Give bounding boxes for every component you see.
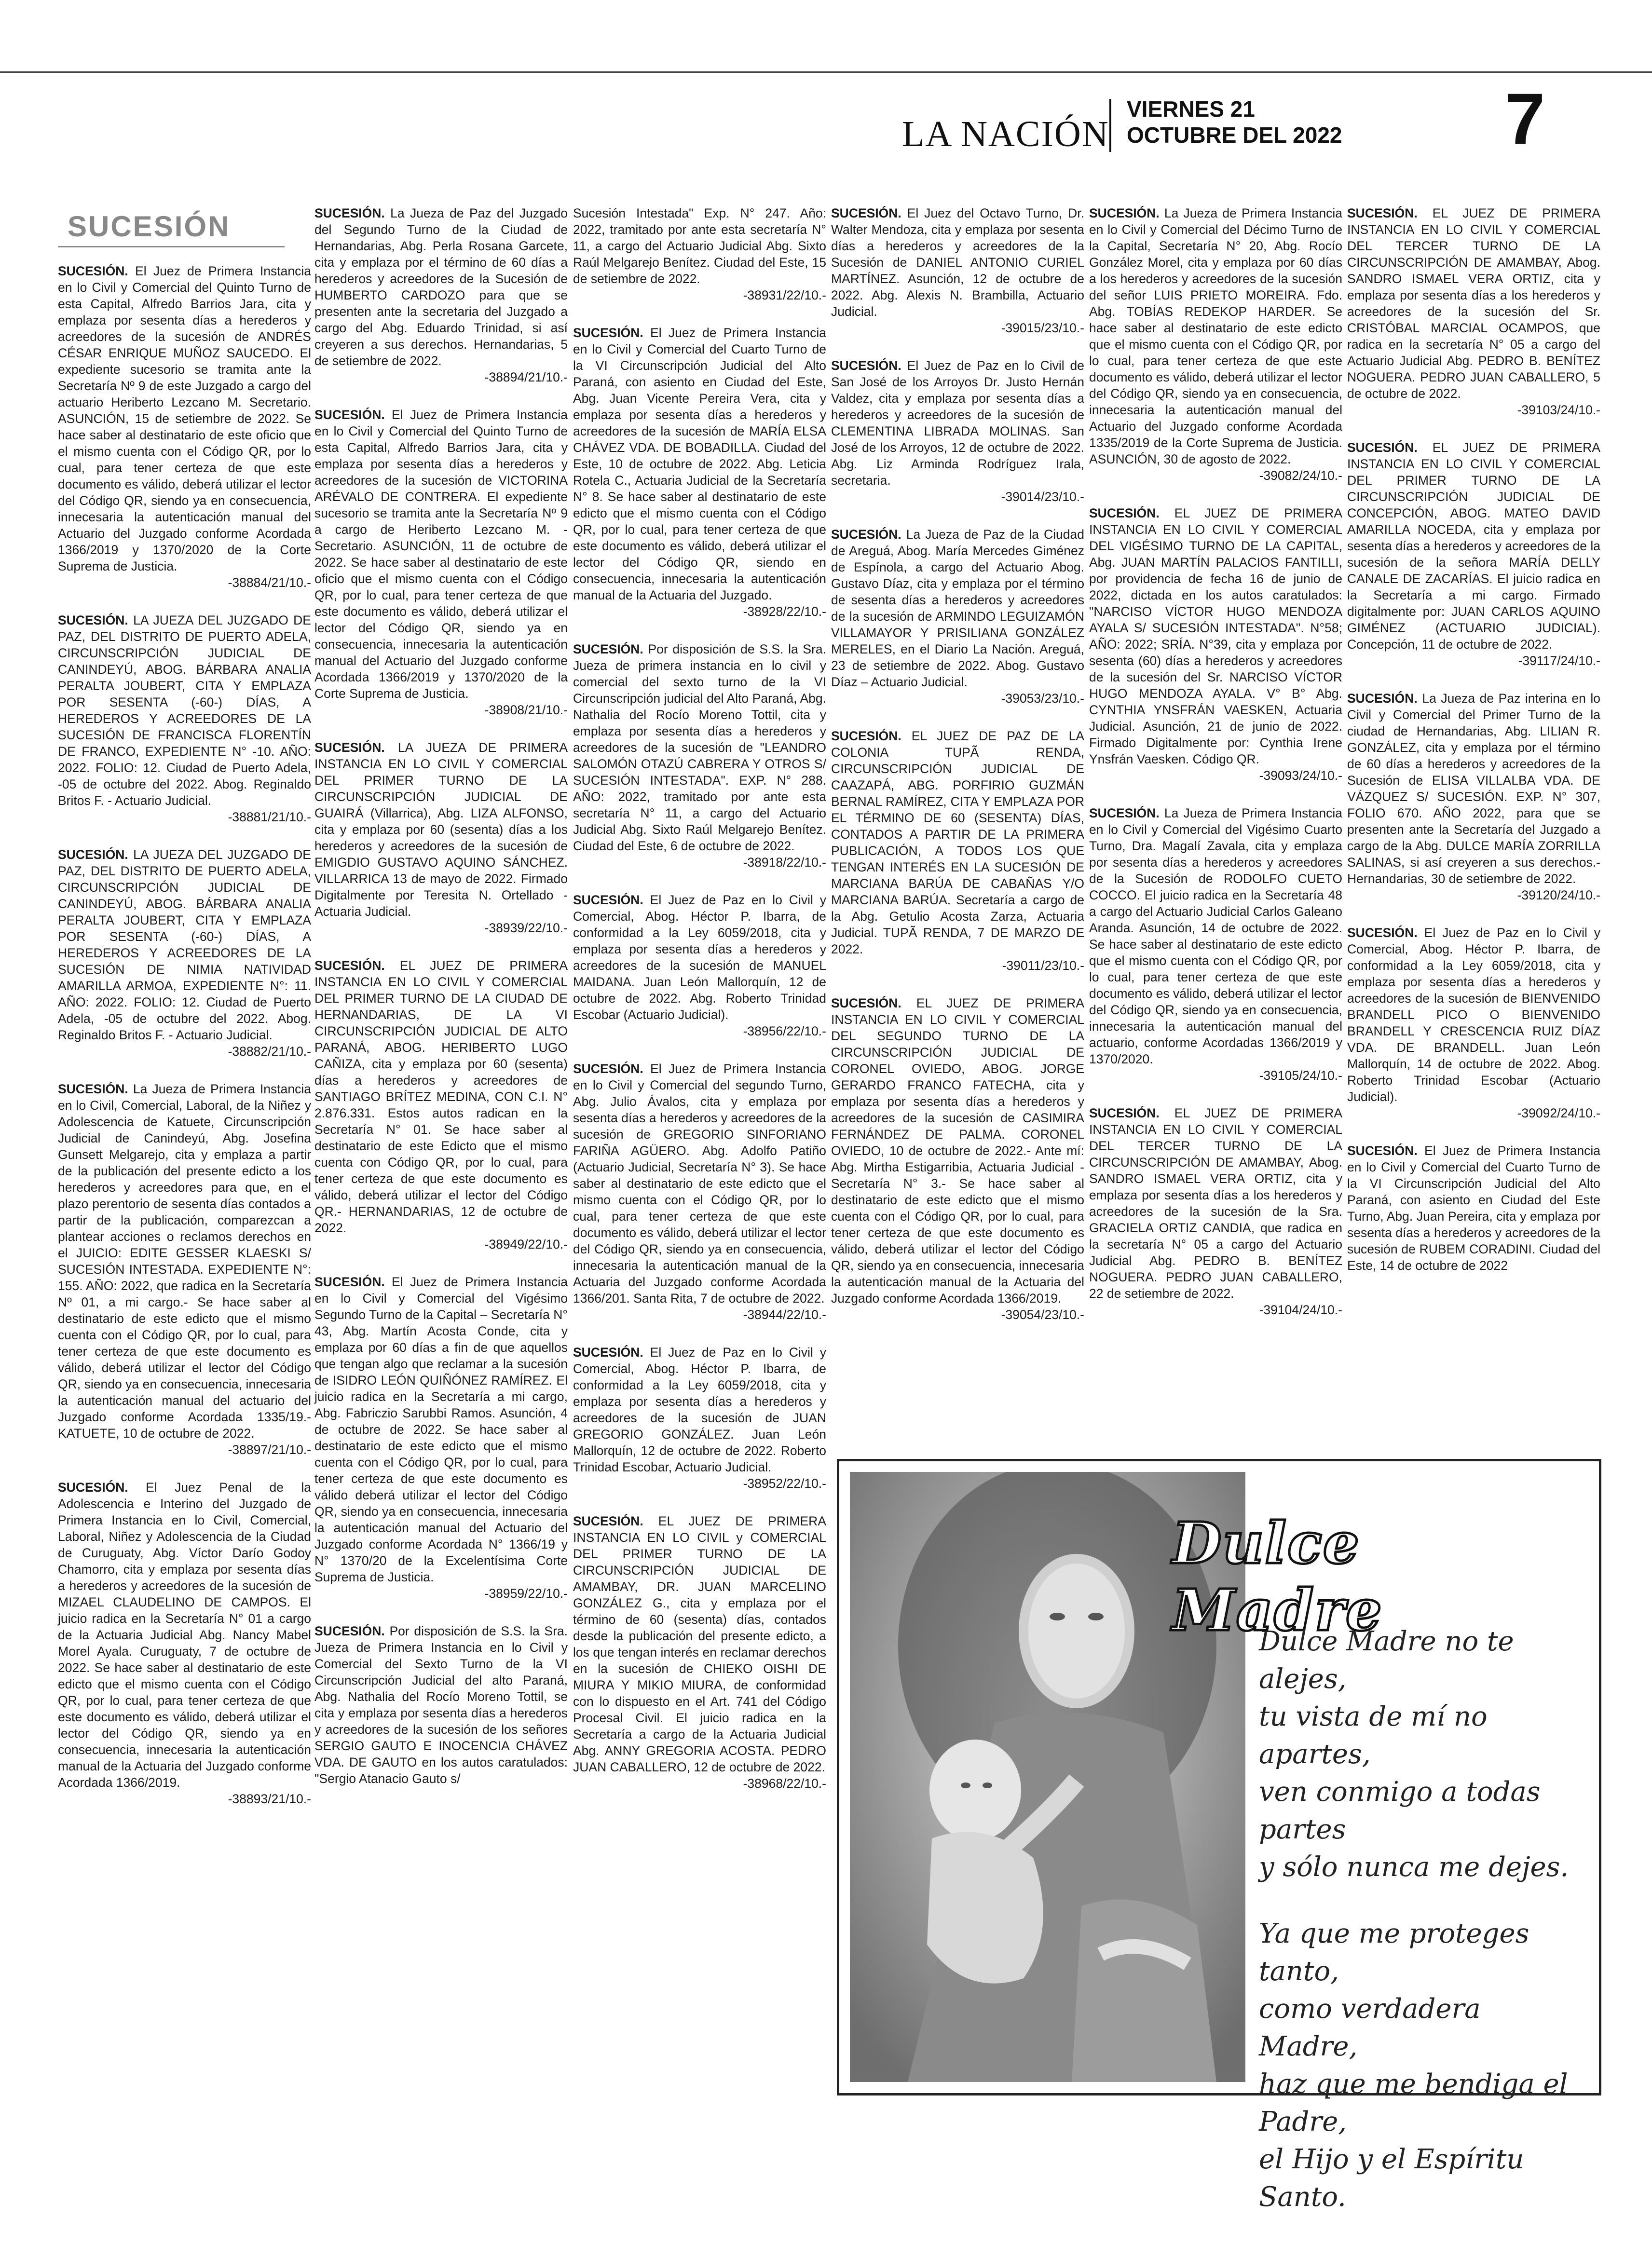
legal-notice	[573, 892, 826, 1039]
notice-body: La Jueza de Primera Instancia en lo Civil y Comercial del Vigésimo Cuarto Turno, Dra. Magalí Zavala, cita y emplaza por sesenta días a herederos y acreedores de la Sucesión de RODOLFO CUETO COCCO. El juicio radica en la Secretaría 48 a cargo del Actuario Judicial Carlos Galeano Aranda. Asunción, 14 de octubre de 2022. Se hace saber al destinatario de este edicto que el mismo cuenta con el Código QR, por lo cual, para tener certeza de que este documento es válido, deberá utilizar el lector del Código QR, siendo ya en consecuencia, innecesaria la autenticación manual del actuario, conforme Acordadas 1366/2019 y 1370/2020.	[1089, 806, 1342, 1066]
notice-body: La Jueza de Paz del Juzgado del Segundo Turno de la Ciudad de Hernandarias, Abg. Perla Rosana Garcete, cita y emplaza por el término de 60 días a herederos y acreedores de la Sucesión de HUMBERTO CARDOZO para que se presenten ante la secretaria del Juzgado a cargo del Abg. Eduardo Trinidad, si así creyeren a sus derechos. Hernandarias, 5 de setiembre de 2022.	[314, 206, 568, 368]
notice-body: EL JUEZ DE PAZ DE LA COLONIA TUPÃ RENDA, CIRCUNSCRIPCIÓN JUDICIAL DE CAAZAPÁ, ABG. PORFIRIO GUZMÁN BERNAL RAMÍREZ, CITA Y EMPLAZA POR EL TÉRMINO DE 60 (SESENTA) DÍAS, CONTADOS A PARTIR DE LA PRIMERA PUBLICACIÓN, A TODOS LOS QUE TENGAN INTERÉS EN LA SUCESIÓN DE MARCIANA BARÚA DE CABAÑAS Y/O MARCIANA BARÚA. Secretaría a cargo de la Abg. Getulio Acosta Zarza, Actuaria Judicial. TUPÃ RENDA, 7 DE MARZO DE 2022.	[831, 729, 1084, 956]
date-weekday: VIERNES 21	[1127, 96, 1255, 122]
notice-body: LA JUEZA DEL JUZGADO DE PAZ, DEL DISTRITO DE PUERTO ADELA, CIRCUNSCRIPCIÓN JUDICIAL DE CANINDEYÚ, ABOG. BÁRBARA ANALIA PERALTA JOUBERT, CITA Y EMPLAZA POR SESENTA (-60-) DÍAS, A HEREDEROS Y ACREEDORES DE LA SUCESIÓN DE FRANCISCA FLORENTÍN DE FRANCO, EXPEDIENTE N° -10. AÑO: 2022. FOLIO: 12. Ciudad de Puerto Adela, -05 de octubre del 2022. Abog. Reginaldo Britos F. - Actuario Judicial.	[58, 613, 311, 808]
column-5	[1089, 205, 1342, 1437]
notice-heading: SUCESIÓN.	[314, 206, 385, 220]
legal-notice	[573, 641, 826, 871]
notice-reference: -39105/24/10.-	[1259, 1068, 1342, 1083]
notice-body: EL JUEZ DE PRIMERA INSTANCIA EN LO CIVIL Y COMERCIAL DEL SEGUNDO TURNO DE LA CIRCUNSCRIPCIÓN JUDICIAL DE CORONEL OVIEDO, ABOG. JORGE GERARDO FRANCO FATECHA, cita y emplaza por sesenta días a herederos y acreedores de la sucesión de CASIMIRA FERNÁNDEZ DE PALMA. CORONEL OVIEDO, 10 de octubre de 2022.- Ante mí: Abg. Mirtha Estigarribia, Actuaria Judicial - Secretaría N° 3.- Se hace saber al destinatario de este edicto que el mismo cuenta con el Código QR, por lo cual, para tener certeza de que este documento es válido, deberá utilizar el lector del Código QR, siendo ya en consecuencia, innecesaria la autenticación manual de la Actuaria del Juzgado conforme Acordada 1366/2019.	[831, 996, 1084, 1306]
legal-notice	[573, 325, 826, 620]
legal-notice	[58, 846, 311, 1060]
notice-body: EL JUEZ DE PRIMERA INSTANCIA EN LO CIVIL Y COMERCIAL DEL PRIMER TURNO DE LA CIRCUNSCRIPCIÓN JUDICIAL DE CONCEPCIÓN, ABOG. MATEO DAVID AMARILLA NOCEDA, cita y emplaza por sesenta días a herederos y acreedores de la sucesión de la señora MARÍA DELLY CANALE DE ZACARÍAS. El juicio radica en la Secretaría a mi cargo. Firmado digitalmente por: JUAN CARLOS AQUINO GIMÉNEZ (ACTUARIO JUDICIAL). Concepción, 11 de octubre de 2022.	[1347, 440, 1600, 652]
legal-notice	[58, 263, 311, 591]
page-number: 7	[1505, 78, 1545, 159]
notice-heading: SUCESIÓN.	[314, 740, 385, 755]
poem-line: Dulce Madre no te alejes,	[1259, 1626, 1514, 1695]
notice-body: El Juez de Paz en lo Civil y Comercial, Abog. Héctor P. Ibarra, de conformidad a la Ley 6059/2018, cita y emplaza por sesenta días a herederos y acreedores de la sucesión de BIENVENIDO BRANDELL PICO O BIENVENIDO BRANDELL Y CRESCENCIA RUIZ DÍAZ VDA. DE BRANDELL. Juan León Mallorquín, 14 de octubre de 2022. Abog. Roberto Trinidad Escobar (Actuario Judicial).	[1347, 925, 1600, 1104]
notice-heading: SUCESIÓN.	[314, 1624, 385, 1638]
legal-notice	[314, 739, 568, 936]
legal-notice	[1089, 1105, 1342, 1318]
poem-stanza-1	[1259, 1623, 1587, 1886]
legal-notice	[58, 1081, 311, 1458]
notice-heading: SUCESIÓN.	[831, 729, 901, 743]
notice-body: El Juez Penal de la Adolescencia e Interino del Juzgado de Primera Instancia en lo Civil, Comercial, Laboral, Niñez y Adolescencia de la Ciudad de Curuguaty, Abg. Víctor Darío Godoy Chamorro, cita y emplaza por sesenta días a herederos y acreedores de la sucesión de MIZAEL CLAUDELINO DE CAMPOS. El juicio radica en la Secretaría N° 01 a cargo de la Actuaria Judicial Abg. Nancy Mabel Morel Ayala. Curuguaty, 7 de octubre de 2022. Se hace saber al destinatario de este edicto que el mismo cuenta con el Código QR, por lo cual, para tener certeza de que este documento es válido, deberá utilizar el lector del Código QR, siendo ya en consecuencia, innecesaria la autenticación manual de la Actuaria del Juzgado conforme Acordada 1366/2019.	[58, 1480, 311, 1790]
notice-reference: -38894/21/10.-	[484, 370, 568, 384]
notice-heading: SUCESIÓN.	[58, 1480, 128, 1495]
notice-reference: -38908/21/10.-	[484, 703, 568, 717]
legal-notice	[573, 1513, 826, 1792]
notice-body: El Juez de Primera Instancia en lo Civil y Comercial del Vigésimo Segundo Turno de la Capital – Secretaría N° 43, Abg. Martín Acosta Conde, cita y emplaza por 60 días a fin de que aquellos que tengan algo que reclamar a la sucesión de ISIDRO LEÓN QUIÑÓNEZ RAMÍREZ. El juicio radica en la Secretaría a mi cargo, Abg. Fabriczio Sarubbi Ramos. Asunción, 4 de octubre de 2022. Se hace saber al destinatario de este edicto que el mismo cuenta con el Código QR, por lo cual, para tener certeza de que este documento es válido deberá utilizar el lector del Código QR, siendo ya en consecuencia, innecesaria la autenticación manual del Actuario del Juzgado conforme Acordada N° 1366/19 y N° 1370/20 de la Excelentísima Corte Suprema de Justicia.	[314, 1275, 568, 1584]
legal-notice	[573, 205, 826, 303]
date-month-year: OCTUBRE DEL 2022	[1127, 122, 1342, 148]
poem-stanza-2	[1259, 1915, 1587, 2216]
legal-notice	[1347, 205, 1600, 418]
notice-heading: SUCESIÓN.	[831, 996, 901, 1010]
top-rule	[0, 71, 1652, 73]
notice-heading: SUCESIÓN.	[1089, 506, 1160, 520]
legal-notice	[1347, 690, 1600, 903]
notice-body: La Jueza de Paz de la Ciudad de Areguá, Abog. María Mercedes Giménez de Espínola, a cargo del Actuario Abog. Gustavo Díaz, cita y emplaza por el término de sesenta días a herederos y acreedores de la sucesión de ARMINDO LEGUIZAMÓN VILLAMAYOR Y PRISILIANA GONZÁLEZ MERELES, en el Diario La Nación. Areguá, 23 de setiembre de 2022. Abog. Gustavo Díaz – Actuario Judicial.	[831, 527, 1084, 689]
notice-body: EL JUEZ DE PRIMERA INSTANCIA EN LO CIVIL Y COMERCIAL DEL VIGÉSIMO TURNO DE LA CAPITAL, Abg. JUAN MARTÍN PALACIOS FANTILLI, por providencia de fecha 16 de junio de 2022, dictada en los autos caratulados: "NARCISO VÍCTOR HUGO MENDOZA AYALA S/ SUCESIÓN INTESTADA". N°58; AÑO: 2022; SRÍA. N°39, cita y emplaza por sesenta (60) días a herederos y acreedores de la sucesión del Sr. NARCISO VÍCTOR HUGO MENDOZA AYALA. V° B° Abg. CYNTHIA YNSFRÁN VAESKEN, Actuaria Judicial. Asunción, 21 de junio de 2022. Firmado Digitalmente por: Cynthia Irene Ynsfrán Vaesken. Código QR.	[1089, 506, 1342, 766]
notice-heading: SUCESIÓN.	[314, 958, 385, 973]
notice-body: El Juez de Paz en lo Civil y Comercial, Abog. Héctor P. Ibarra, de conformidad a la Ley 6059/2018, cita y emplaza por sesenta días a herederos y acreedores de la sucesión de JUAN GREGORIO GONZÁLEZ. Juan León Mallorquín, 12 de octubre de 2022. Roberto Trinidad Escobar, Actuario Judicial.	[573, 1345, 826, 1474]
notice-heading: SUCESIÓN.	[1347, 691, 1418, 706]
notice-reference: -39120/24/10.-	[1517, 888, 1600, 902]
notice-heading: SUCESIÓN.	[573, 893, 643, 907]
notice-heading: SUCESIÓN.	[573, 1514, 643, 1528]
column-2	[314, 205, 568, 2081]
poem-line: ven conmigo a todas partes	[1259, 1776, 1541, 1845]
legal-notice	[1347, 1143, 1600, 1274]
masthead	[902, 94, 1568, 152]
notice-reference: -38897/21/10.-	[228, 1442, 311, 1457]
notice-body: EL JUEZ DE PRIMERA INSTANCIA EN LO CIVIL Y COMERCIAL DEL TERCER TURNO DE LA CIRCUNSCRIPCIÓN DE AMAMBAY, Abog. SANDRO ISMAEL VERA ORTIZ, cita y emplaza por sesenta días a los herederos y acreedores de la sucesión de la Sra. GRACIELA ORTIZ CANDIA, que radica en la secretaría N° 05 a cargo del Actuario Judicial Abg. PEDRO B. BENÍTEZ NOGUERA. PEDRO JUAN CABALLERO, 22 de setiembre de 2022.	[1089, 1106, 1342, 1301]
notice-heading: SUCESIÓN.	[1089, 806, 1160, 820]
notice-body: El Juez de Primera Instancia en lo Civil y Comercial del Cuarto Turno de la VI Circunscripción Judicial del Alto Paraná, con asiento en Ciudad del Este, Abg. Juan Vicente Pereira Vera, cita y emplaza por sesenta días a herederos y acreedores de la sucesión de MARÍA ELSA CHÁVEZ VDA. DE BOBADILLA. Ciudad del Este, 10 de octubre de 2022. Abg. Leticia Rotela C., Actuaria Judicial de la Secretaría N° 8. Se hace saber al destinatario de este edicto que el mismo cuenta con el Código QR, por lo cual, para tener certeza de que este documento es válido, deberá utilizar el lector del Código QR, siendo en consecuencia, innecesaria la autenticación manual de la Actuaria del Juzgado.	[573, 326, 826, 602]
notice-heading: SUCESIÓN.	[314, 408, 385, 422]
notice-body: Por disposición de S.S. la Sra. Jueza de Primera Instancia en lo Civil y Comercial del Sexto Turno de la VI Circunscripción Judicial del alto Paraná, Abg. Nathalia del Rocío Moreno Tottil, se cita y emplaza por sesenta días a herederos y acreedores de la sucesión de los señores SERGIO GAUTO E INOCENCIA CHÁVEZ VDA. DE GAUTO en los autos caratulados: "Sergio Atanacio Gauto s/	[314, 1624, 568, 1786]
notice-reference: -39015/23/10.-	[1001, 321, 1084, 335]
notice-heading: SUCESIÓN.	[58, 613, 128, 627]
notice-reference: -39011/23/10.-	[1002, 958, 1084, 973]
newspaper-name: LA NACIÓN	[902, 114, 1109, 154]
notice-heading: SUCESIÓN.	[573, 326, 643, 340]
notice-reference: -38931/22/10.-	[743, 288, 826, 302]
column-3	[573, 205, 826, 1791]
notice-reference: -38944/22/10.-	[743, 1307, 826, 1322]
notice-reference: -38893/21/10.-	[228, 1792, 311, 1806]
notice-body: Sucesión Intestada" Exp. N° 247. Año: 2022, tramitado por ante esta secretaría N° 11, a cargo del Actuario Judicial Abg. Sixto Raúl Melgarejo Benítez. Ciudad del Este, 15 de setiembre de 2022.	[573, 206, 826, 286]
notice-body: La Jueza de Paz interina en lo Civil y Comercial del Primer Turno de la ciudad de Hernandarias, Abg. LILIAN R. GONZÁLEZ, cita y emplaza por el término de 60 días a herederos y acreedores de la Sucesión de ELISA VILLALBA VDA. DE VÁZQUEZ S/ SUCESIÓN. EXP. N° 307, FOLIO 670. AÑO 2022, para que se presenten ante la Secretaría del Juzgado a cargo de la Abg. DULCE MARÍA ZORRILLA SALINAS, si así creyeren a sus derechos.- Hernandarias, 30 de setiembre de 2022.	[1347, 691, 1600, 886]
notice-reference: -39103/24/10.-	[1517, 403, 1600, 417]
poem-line: como verdadera Madre,	[1259, 1993, 1481, 2062]
notice-heading: SUCESIÓN.	[573, 642, 643, 656]
legal-notice	[1089, 805, 1342, 1084]
notice-heading: SUCESIÓN.	[58, 264, 128, 278]
notice-body: El Juez de Primera Instancia en lo Civil y Comercial del Quinto Turno de esta Capital, Alfredo Barrios Jara, cita y emplaza por sesenta días a herederos y acreedores de la sucesión de VICTORINA ARÉVALO DE CONTRERA. El expediente sucesorio se tramita ante la Secretaría Nº 9 a cargo de Heriberto Lezcano M. - Secretario. ASUNCIÓN, 11 de octubre de 2022. Se hace saber al destinatario de este oficio que el mismo cuenta con el Código QR, por lo cual, para tener certeza de que este documento es válido, deberá utilizar el lector del Código QR, siendo ya en consecuencia, innecesaria la autenticación manual del Actuario del Juzgado conforme Acordada 1366/2019 y 1370/2020 de la Corte Suprema de Justicia.	[314, 408, 568, 701]
notice-body: La Jueza de Primera Instancia en lo Civil, Comercial, Laboral, de la Niñez y Adolescencia de Katuete, Circunscripción Judicial de Canindeyú, Abg. Josefina Gunsett Melgarejo, cita y emplaza a partir de la publicación del presente edicto a los herederos y acreedores para que, en el plazo perentorio de sesenta días contados a partir de la publicación, comparezcan a plantear acciones o reclamos derechos en el JUICIO: EDITE GESSER KLAESKI S/ SUCESIÓN INTESTADA. EXPEDIENTE N°: 155. AÑO: 2022, que radica en la Secretaría Nº 01, a mi cargo.- Se hace saber al destinatario de este edicto que el mismo cuenta con el Código QR, por lo cual, para tener certeza de que este documento es válido, deberá utilizar el lector del Código QR, siendo ya en consecuencia, innecesaria la autenticación manual del actuario del Juzgado conforme Acordada 1335/19.- KATUETE, 10 de octubre de 2022.	[58, 1082, 311, 1441]
legal-notice	[58, 1479, 311, 1807]
notice-heading: SUCESIÓN.	[1089, 206, 1160, 220]
notice-reference: -39054/23/10.-	[1001, 1307, 1084, 1322]
notice-heading: SUCESIÓN.	[831, 527, 901, 542]
legal-notice	[831, 205, 1084, 336]
legal-notice	[831, 995, 1084, 1323]
notice-heading: SUCESIÓN.	[1347, 206, 1418, 220]
notice-heading: SUCESIÓN.	[573, 1061, 643, 1076]
notice-reference: -39014/23/10.-	[1001, 490, 1084, 504]
poem-line: y sólo nunca me dejes.	[1259, 1851, 1569, 1883]
notice-body: El Juez de Primera Instancia en lo Civil y Comercial del Cuarto Turno de la VI Circunscripción Judicial del Alto Paraná, con asiento en Ciudad del Este Turno, Abg. Juan Pereira, cita y emplaza por sesenta días a herederos y acreedores de la sucesión de RUBEM CORADINI. Ciudad del Este, 14 de octubre de 2022	[1347, 1143, 1600, 1273]
notice-body: El Juez de Paz en lo Civil de San José de los Arroyos Dr. Justo Hernán Valdez, cita y emplaza por sesenta días a herederos y acreedores de la sucesión de CLEMENTINA LIBRADA MOLINAS. San José de los Arroyos, 12 de octubre de 2022. Abg. Liz Arminda Rodríguez Irala, secretaria.	[831, 358, 1084, 488]
poem-line: Ya que me proteges tanto,	[1259, 1918, 1529, 1987]
ad-title: Dulce Madre	[1172, 1510, 1383, 1644]
legal-notice	[573, 1344, 826, 1492]
notice-body: LA JUEZA DE PRIMERA INSTANCIA EN LO CIVIL Y COMERCIAL DEL PRIMER TURNO DE LA CIRCUNSCRIPCIÓN JUDICIAL DE GUAIRÁ (Villarrica), Abg. LIZA ALFONSO, cita y emplaza por 60 (sesenta) días a los herederos y acreedores de la sucesión de EMIGDIO GUSTAVO AQUINO SÁNCHEZ. VILLARRICA 13 de mayo de 2022. Firmado Digitalmente por Teresita N. Ortellado - Actuaria Judicial.	[314, 740, 568, 919]
notice-heading: SUCESIÓN.	[1347, 925, 1418, 940]
notice-heading: SUCESIÓN.	[573, 1345, 643, 1360]
section-title: SUCESIÓN	[68, 210, 231, 243]
legal-notice	[573, 1061, 826, 1323]
legal-notice	[314, 957, 568, 1252]
legal-notice	[1347, 925, 1600, 1121]
notice-heading: SUCESIÓN.	[831, 358, 901, 373]
notice-reference: -38968/22/10.-	[743, 1776, 826, 1791]
legal-notice	[314, 205, 568, 385]
notice-body: El Juez de Primera Instancia en lo Civil y Comercial del Quinto Turno de esta Capital, Alfredo Barrios Jara, cita y emplaza por sesenta días a herederos y acreedores de la sucesión de ANDRÉS CÉSAR ENRIQUE MUÑOZ SAUCEDO. El expediente sucesorio se tramita ante la Secretaría Nº 9 de este Juzgado a cargo del actuario Heriberto Lezcano M. Secretario. ASUNCIÓN, 15 de setiembre de 2022. Se hace saber al destinatario de este oficio que el mismo cuenta con el Código QR, por lo cual, para tener certeza de que este documento es válido, deberá utilizar el lector del Código QR, siendo ya en consecuencia, innecesaria la autenticación manual del Actuario del Juzgado conforme Acordada 1366/2019 y 1370/2020 de la Corte Suprema de Justicia.	[58, 264, 311, 573]
column-6	[1347, 205, 1600, 1437]
notice-reference: -38949/22/10.-	[484, 1237, 568, 1252]
column-4	[831, 205, 1084, 1437]
poem-line: haz que me bendiga el Padre,	[1259, 2068, 1568, 2137]
notice-heading: SUCESIÓN.	[1347, 440, 1418, 455]
notice-reference: -39093/24/10.-	[1259, 768, 1342, 783]
legal-notice	[1347, 439, 1600, 669]
poem-line: el Hijo y el Espíritu Santo.	[1259, 2144, 1524, 2213]
notice-body: EL JUEZ DE PRIMERA INSTANCIA EN LO CIVIL Y COMERCIAL DEL PRIMER TURNO DE LA CIUDAD DE HERNANDARIAS, DE LA VI CIRCUNSCRIPCIÓN JUDICIAL DE ALTO PARANÁ, ABOG. HERIBERTO LUGO CAÑIZA, cita y emplaza por 60 (sesenta) días a herederos y acreedores de SANTIAGO BRÍTEZ MEDINA, CON C.I. N° 2.876.331. Estos autos radican en la Secretaría N° 01. Se hace saber al destinatario de este Edicto que el mismo cuenta con Código QR, por lo cual, para tener certeza de que este documento es válido, deberá utilizar el lector del Código QR.- HERNANDARIAS, 12 de octubre de 2022.	[314, 958, 568, 1235]
notice-reference: -38928/22/10.-	[743, 604, 826, 619]
notice-reference: -38959/22/10.-	[484, 1586, 568, 1601]
notice-reference: -39092/24/10.-	[1517, 1106, 1600, 1120]
poem-line: tu vista de mí no apartes,	[1259, 1701, 1488, 1770]
prayer-poem	[1259, 1623, 1587, 2245]
notice-reference: -38881/21/10.-	[228, 810, 311, 824]
notice-heading: SUCESIÓN.	[314, 1275, 385, 1289]
notice-reference: -39117/24/10.-	[1518, 653, 1600, 668]
notice-body: El Juez de Primera Instancia en lo Civil y Comercial del segundo Turno, Abg. Julio Ávalos, cita y emplaza por sesenta días a herederos y acreedores de la sucesión de GREGORIO SINFORIANO FARIÑA AGÜERO. Abg. Adolfo Patiño (Actuario Judicial, Secretaría N° 3). Se hace saber al destinatario de este edicto que el mismo cuenta con el Código QR, por lo cual, para tener certeza de que este documento es válido, deberá utilizar el lector del Código QR, siendo ya en consecuencia, innecesaria la autenticación manual de la Actuaria del Juzgado conforme Acordada 1366/201. Santa Rita, 7 de octubre de 2022.	[573, 1061, 826, 1306]
notice-body: El Juez del Octavo Turno, Dr. Walter Mendoza, cita y emplaza por sesenta días a herederos y acreedores de la Sucesión de DANIEL ANTONIO CURIEL MARTÍNEZ. Asunción, 12 de octubre de 2022. Abg. Alexis N. Brambilla, Actuario Judicial.	[831, 206, 1084, 319]
notice-reference: -38952/22/10.-	[743, 1476, 826, 1491]
column-1	[58, 263, 311, 2081]
notice-heading: SUCESIÓN.	[1089, 1106, 1160, 1120]
legal-notice	[1089, 505, 1342, 784]
legal-notice	[314, 1623, 568, 1787]
notice-reference: -39104/24/10.-	[1259, 1303, 1342, 1317]
notice-reference: -39053/23/10.-	[1001, 691, 1084, 706]
notice-body: La Jueza de Primera Instancia en lo Civil y Comercial del Décimo Turno de la Capital, Secretaría N° 20, Abg. Rocío González Morel, cita y emplaza por 60 días a los herederos y acreedores de la sucesión del señor LUIS PRIETO MOREIRA. Fdo. Abg. TOBÍAS REDEKOP HARDER. Se hace saber al destinatario de este edicto que el mismo cuenta con el Código QR, por lo cual, para tener certeza de que este documento es válido, deberá utilizar el lector del Código QR, siendo ya en consecuencia, innecesaria la autenticación manual del Actuario del Juzgado conforme Acordada 1335/2019 de la Corte Suprema de Justicia. ASUNCIÓN, 30 de agosto de 2022.	[1089, 206, 1342, 466]
notice-body: EL JUEZ DE PRIMERA INSTANCIA EN LO CIVIL Y COMERCIAL DEL TERCER TURNO DE LA CIRCUNSCRIPCIÓN DE AMAMBAY, Abog. SANDRO ISMAEL VERA ORTIZ, cita y emplaza por sesenta días a los herederos y acreedores de la sucesión del Sr. CRISTÓBAL MARCIAL OCAMPOS, que radica en la secretaría N° 05 a cargo del Actuario Judicial Abg. PEDRO B. BENÍTEZ NOGUERA. PEDRO JUAN CABALLERO, 5 de octubre de 2022.	[1347, 206, 1600, 401]
notice-heading: SUCESIÓN.	[1347, 1143, 1418, 1158]
notice-heading: SUCESIÓN.	[58, 1082, 128, 1096]
legal-notice	[314, 1274, 568, 1602]
notice-reference: -38882/21/10.-	[228, 1044, 311, 1059]
legal-notice	[314, 407, 568, 718]
legal-notice	[831, 357, 1084, 505]
legal-notice	[58, 612, 311, 825]
notice-reference: -38918/22/10.-	[743, 855, 826, 870]
legal-notice	[831, 728, 1084, 974]
masthead-divider	[1109, 99, 1111, 152]
notice-reference: -39082/24/10.-	[1259, 468, 1342, 483]
notice-reference: -38884/21/10.-	[228, 575, 311, 590]
notice-body: El Juez de Paz en lo Civil y Comercial, Abog. Héctor P. Ibarra, de conformidad a la Ley 6059/2018, cita y emplaza por sesenta días a herederos y acreedores de la sucesión de MANUEL MAIDANA. Juan León Mallorquín, 12 de octubre de 2022. Abg. Roberto Trinidad Escobar (Actuario Judicial).	[573, 893, 826, 1022]
section-underline	[58, 246, 285, 247]
dulce-madre-ad	[837, 1459, 1601, 2213]
notice-body: EL JUEZ DE PRIMERA INSTANCIA EN LO CIVIL y COMERCIAL DEL PRIMER TURNO DE LA CIRCUNSCRIPCIÓN JUDICIAL DE AMAMBAY, DR. JUAN MARCELINO GONZÁLEZ G., cita y emplaza por el término de 60 (sesenta) días, contados desde la publicación del presente edicto, a los que tengan interés en reclamar derechos en la sucesión de CHIEKO OISHI DE MIURA Y MIKIO MIURA, de conformidad con lo dispuesto en el Art. 741 del Código Procesal Civil. El juicio radica en la Secretaría a cargo de la Actuaria Judicial Abg. ANNY GREGORIA ACOSTA. PEDRO JUAN CABALLERO, 12 de octubre de 2022.	[573, 1514, 826, 1774]
notice-reference: -38939/22/10.-	[484, 921, 568, 935]
notice-reference: -38956/22/10.-	[743, 1024, 826, 1038]
legal-notice	[831, 526, 1084, 707]
notice-heading: SUCESIÓN.	[58, 847, 128, 862]
ad-title-banner	[1172, 1510, 1584, 1644]
notice-heading: SUCESIÓN.	[831, 206, 901, 220]
notice-body: Por disposición de S.S. la Sra. Jueza de primera instancia en lo civil y comercial del sexto turno de la VI Circunscripción judicial del Alto Paraná, Abg. Nathalia del Rocío Moreno Tottil, cita y emplaza por sesenta días a herederos y acreedores de la sucesión de "LEANDRO SALOMÓN OTAZÚ CABRERA Y OTROS S/ SUCESIÓN INTESTADA". EXP. N° 288. AÑO: 2022, tramitado por ante esta secretaría N° 11, a cargo del Actuario Judicial Abg. Sixto Raúl Melgarejo Benítez. Ciudad del Este, 6 de octubre de 2022.	[573, 642, 826, 853]
legal-notice	[1089, 205, 1342, 484]
notice-body: LA JUEZA DEL JUZGADO DE PAZ, DEL DISTRITO DE PUERTO ADELA, CIRCUNSCRIPCIÓN JUDICIAL DE CANINDEYÚ, ABOG. BÁRBARA ANALIA PERALTA JOUBERT, CITA Y EMPLAZA POR SESENTA (-60-) DÍAS, A HEREDEROS Y ACREEDORES DE LA SUCESIÓN DE NIMIA NATIVIDAD AMARILLA ARMOA, EXPEDIENTE N°: 11. AÑO: 2022. FOLIO: 12. Ciudad de Puerto Adela, -05 de octubre del 2022. Abog. Reginaldo Britos F. - Actuario Judicial.	[58, 847, 311, 1042]
